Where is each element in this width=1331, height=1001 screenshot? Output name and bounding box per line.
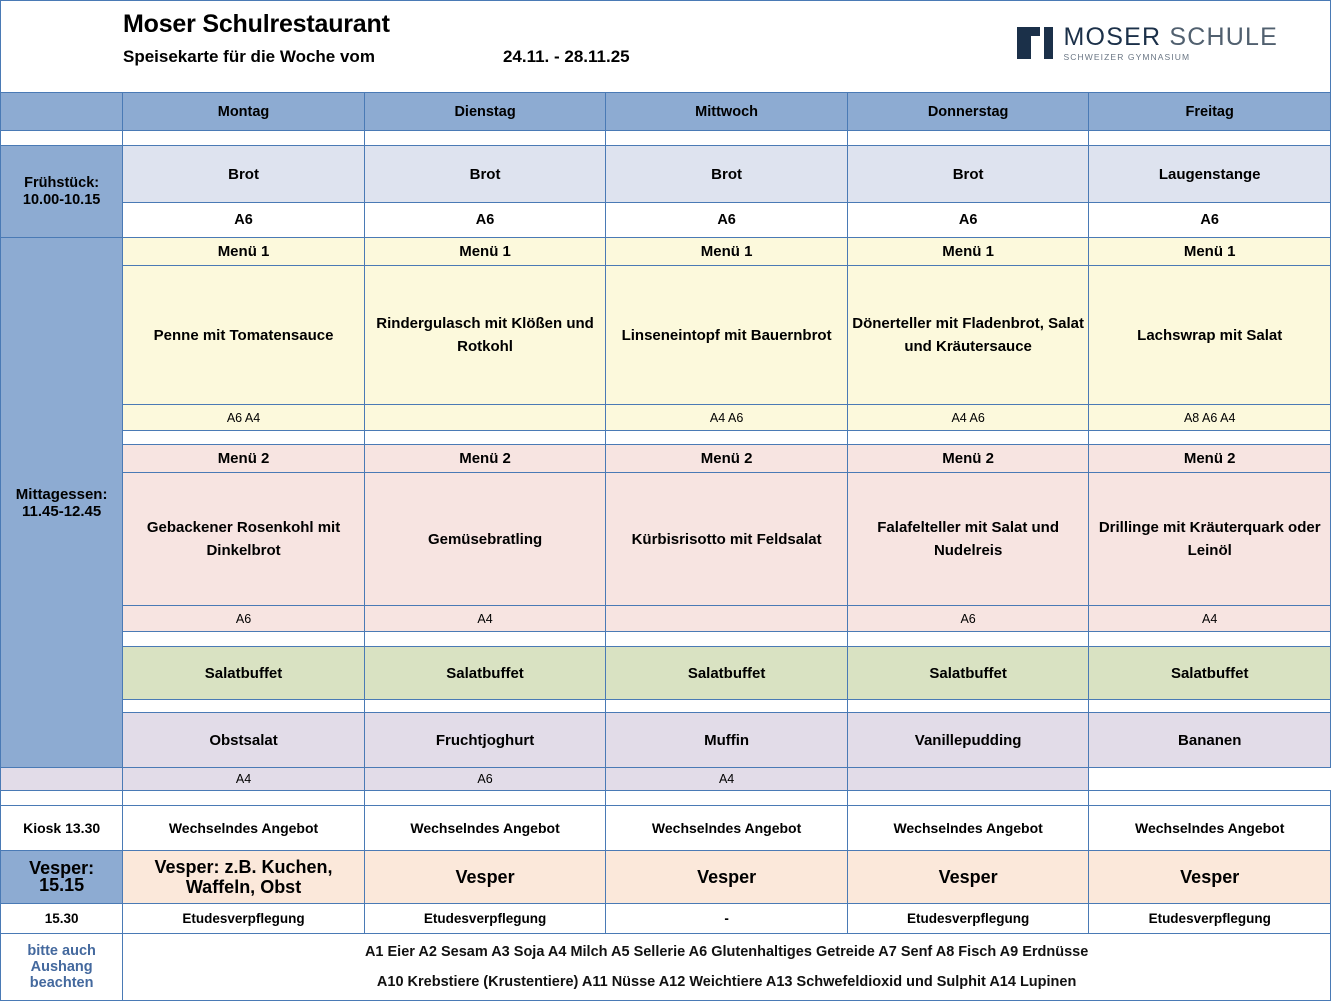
vesper-montag bbox=[123, 851, 365, 904]
menu1-allergen-freitag: A8 A6 A4 bbox=[1089, 405, 1331, 431]
menu2-dish-freitag: Drillinge mit Kräuterquark oder Leinöl bbox=[1089, 473, 1331, 606]
kiosk-montag: Wechselndes Angebot bbox=[123, 806, 365, 851]
dessert-freitag: Bananen bbox=[1089, 713, 1331, 768]
spacer-cell bbox=[1089, 791, 1331, 806]
breakfast-row bbox=[1, 146, 1331, 203]
dessert-montag: Obstsalat bbox=[123, 713, 365, 768]
spacer-cell bbox=[606, 791, 848, 806]
row-label-kiosk: Kiosk 13.30 bbox=[1, 806, 123, 851]
weekly-menu-table bbox=[0, 92, 1331, 1001]
dessert-donnerstag: Vanillepudding bbox=[847, 713, 1089, 768]
table-header-row bbox=[1, 93, 1331, 131]
gap-cell bbox=[606, 431, 848, 445]
spacer-cell bbox=[606, 131, 848, 146]
corner-cell bbox=[1, 93, 123, 131]
dessert-allergen-donnerstag: A4 bbox=[606, 768, 848, 791]
gap-cell bbox=[606, 700, 848, 713]
fruehstueck-label-line1: Frühstück: bbox=[24, 174, 100, 191]
salad-gap-row bbox=[1, 632, 1331, 647]
menu2-dish-mittwoch: Kürbisrisotto mit Feldsalat bbox=[606, 473, 848, 606]
logo-tagline: SCHWEIZER GYMNASIUM bbox=[1063, 52, 1191, 62]
kiosk-donnerstag: Wechselndes Angebot bbox=[847, 806, 1089, 851]
allergen-legend bbox=[123, 934, 1331, 1001]
dessert-allergen-freitag bbox=[847, 768, 1089, 791]
vesper-mittwoch: Vesper bbox=[606, 851, 848, 904]
etude-dienstag: Etudesverpflegung bbox=[364, 904, 606, 934]
dessert-dienstag: Fruchtjoghurt bbox=[364, 713, 606, 768]
menu2-allergen-donnerstag: A6 bbox=[847, 606, 1089, 632]
menu2-dish-dienstag: Gemüsebratling bbox=[364, 473, 606, 606]
menu1-header-row bbox=[1, 238, 1331, 266]
gap-cell bbox=[364, 632, 606, 647]
salad-mittwoch: Salatbuffet bbox=[606, 647, 848, 700]
etude-mittwoch: - bbox=[606, 904, 848, 934]
menu2-dish-donnerstag: Falafelteller mit Salat und Nudelreis bbox=[847, 473, 1089, 606]
week-date-range: 24.11. - 28.11.25 bbox=[502, 47, 630, 66]
spacer-cell bbox=[364, 131, 606, 146]
menu1-dish-montag: Penne mit Tomatensauce bbox=[123, 266, 365, 405]
spacer-cell bbox=[123, 791, 365, 806]
breakfast-freitag: Laugenstange bbox=[1089, 146, 1331, 203]
breakfast-allergen-mittwoch: A6 bbox=[606, 203, 848, 238]
logo-wordmark bbox=[1064, 25, 1278, 50]
breakfast-allergen-freitag: A6 bbox=[1089, 203, 1331, 238]
logo-text bbox=[1064, 25, 1278, 62]
page-title: Moser Schulrestaurant bbox=[123, 10, 390, 38]
spacer-cell bbox=[364, 791, 606, 806]
gap-cell bbox=[847, 700, 1089, 713]
dessert-allergen-mittwoch: A6 bbox=[364, 768, 606, 791]
menu2-head-freitag: Menü 2 bbox=[1089, 445, 1331, 473]
gap-cell bbox=[123, 700, 365, 713]
salad-dienstag: Salatbuffet bbox=[364, 647, 606, 700]
menu1-gap-row bbox=[1, 431, 1331, 445]
menu2-allergen-mittwoch bbox=[606, 606, 848, 632]
menu1-allergen-mittwoch: A4 A6 bbox=[606, 405, 848, 431]
menu1-head-dienstag: Menü 1 bbox=[364, 238, 606, 266]
dessert-allergen-dienstag: A4 bbox=[123, 768, 365, 791]
gap-cell bbox=[847, 431, 1089, 445]
row-label-vesper bbox=[1, 851, 123, 904]
breakfast-allergen-donnerstag: A6 bbox=[847, 203, 1089, 238]
menu1-allergen-row bbox=[1, 405, 1331, 431]
menu2-allergen-freitag: A4 bbox=[1089, 606, 1331, 632]
gap-cell bbox=[364, 431, 606, 445]
salad-row bbox=[1, 647, 1331, 700]
menu2-head-montag: Menü 2 bbox=[123, 445, 365, 473]
etude-freitag: Etudesverpflegung bbox=[1089, 904, 1331, 934]
menu2-allergen-row bbox=[1, 606, 1331, 632]
breakfast-allergen-montag: A6 bbox=[123, 203, 365, 238]
gap-cell bbox=[123, 431, 365, 445]
logo-mark-icon bbox=[1017, 27, 1053, 59]
vesper-freitag: Vesper bbox=[1089, 851, 1331, 904]
logo-word-moser: MOSER bbox=[1063, 23, 1162, 51]
menu2-header-row bbox=[1, 445, 1331, 473]
spacer-side-cell bbox=[1, 791, 123, 806]
etude-row bbox=[1, 904, 1331, 934]
menu1-head-freitag: Menü 1 bbox=[1089, 238, 1331, 266]
page-header bbox=[0, 0, 1331, 92]
allergen-legend-line1: A1 Eier A2 Sesam A3 Soja A4 Milch A5 Sellerie A6 Glutenhaltiges Getreide A7 Senf A8 Fisch A9 Erdnüsse bbox=[364, 944, 1089, 960]
kiosk-spacer-row bbox=[1, 791, 1331, 806]
day-header-donnerstag: Donnerstag bbox=[847, 93, 1089, 131]
row-label-etude: 15.30 bbox=[1, 904, 123, 934]
vesper-dienstag: Vesper bbox=[364, 851, 606, 904]
menu1-head-donnerstag: Menü 1 bbox=[847, 238, 1089, 266]
menu2-dish-montag: Gebackener Rosenkohl mit Dinkelbrot bbox=[123, 473, 365, 606]
kiosk-dienstag: Wechselndes Angebot bbox=[364, 806, 606, 851]
gap-cell bbox=[1089, 700, 1331, 713]
moser-schule-logo bbox=[1017, 25, 1278, 62]
menu2-head-dienstag: Menü 2 bbox=[364, 445, 606, 473]
menu1-dish-dienstag: Rindergulasch mit Klößen und Rotkohl bbox=[364, 266, 606, 405]
gap-cell bbox=[606, 632, 848, 647]
menu1-dish-mittwoch: Linseneintopf mit Bauernbrot bbox=[606, 266, 848, 405]
breakfast-donnerstag: Brot bbox=[847, 146, 1089, 203]
vesper-label-line2: 15.15 bbox=[39, 875, 85, 895]
menu1-head-mittwoch: Menü 1 bbox=[606, 238, 848, 266]
dessert-mittwoch: Muffin bbox=[606, 713, 848, 768]
spacer-row bbox=[1, 131, 1331, 146]
etude-montag: Etudesverpflegung bbox=[123, 904, 365, 934]
etude-donnerstag: Etudesverpflegung bbox=[847, 904, 1089, 934]
menu1-head-montag: Menü 1 bbox=[123, 238, 365, 266]
gap-cell bbox=[847, 632, 1089, 647]
gap-cell bbox=[1089, 431, 1331, 445]
row-label-mittagessen bbox=[1, 238, 123, 768]
allergen-legend-line2: A10 Krebstiere (Krustentiere) A11 Nüsse A12 Weichtiere A13 Schwefeldioxid und Sulphit A14 Lupinen bbox=[376, 974, 1077, 990]
vesper-label-line1: Vesper: bbox=[29, 858, 95, 878]
salad-freitag: Salatbuffet bbox=[1089, 647, 1331, 700]
gap-cell bbox=[1089, 632, 1331, 647]
mittagessen-label-line1: Mittagessen: bbox=[15, 485, 108, 503]
fruehstueck-label-line2: 10.00-10.15 bbox=[22, 191, 101, 208]
salad-montag: Salatbuffet bbox=[123, 647, 365, 700]
dessert-allergen-montag bbox=[1, 768, 123, 791]
row-label-fruehstueck bbox=[1, 146, 123, 238]
menu2-allergen-dienstag: A4 bbox=[364, 606, 606, 632]
vesper-montag-rest: z.B. Kuchen, Waffeln, Obst bbox=[185, 857, 333, 897]
spacer-side-cell bbox=[1, 131, 123, 146]
menu1-allergen-montag: A6 A4 bbox=[123, 405, 365, 431]
day-header-montag: Montag bbox=[123, 93, 365, 131]
menu2-dish-row bbox=[1, 473, 1331, 606]
menu1-dish-freitag: Lachswrap mit Salat bbox=[1089, 266, 1331, 405]
menu2-head-donnerstag: Menü 2 bbox=[847, 445, 1089, 473]
aushang-note: bitte auch Aushang beachten bbox=[1, 934, 123, 1001]
mittagessen-label-line2: 11.45-12.45 bbox=[22, 502, 102, 520]
day-header-dienstag: Dienstag bbox=[364, 93, 606, 131]
kiosk-mittwoch: Wechselndes Angebot bbox=[606, 806, 848, 851]
menu1-allergen-dienstag bbox=[364, 405, 606, 431]
day-header-freitag: Freitag bbox=[1089, 93, 1331, 131]
allergen-legend-row bbox=[1, 934, 1331, 1001]
spacer-cell bbox=[1089, 131, 1331, 146]
menu2-allergen-montag: A6 bbox=[123, 606, 365, 632]
dessert-allergen-row bbox=[1, 768, 1331, 791]
dessert-gap-row bbox=[1, 700, 1331, 713]
logo-word-schule: SCHULE bbox=[1169, 23, 1278, 51]
gap-cell bbox=[364, 700, 606, 713]
spacer-cell bbox=[847, 131, 1089, 146]
menu1-allergen-donnerstag: A4 A6 bbox=[847, 405, 1089, 431]
salad-donnerstag: Salatbuffet bbox=[847, 647, 1089, 700]
menu1-dish-row bbox=[1, 266, 1331, 405]
kiosk-row bbox=[1, 806, 1331, 851]
kiosk-freitag: Wechselndes Angebot bbox=[1089, 806, 1331, 851]
day-header-mittwoch: Mittwoch bbox=[606, 93, 848, 131]
vesper-donnerstag: Vesper bbox=[847, 851, 1089, 904]
page-subtitle: Speisekarte für die Woche vom bbox=[123, 47, 375, 66]
spacer-cell bbox=[847, 791, 1089, 806]
breakfast-allergen-row bbox=[1, 203, 1331, 238]
breakfast-mittwoch: Brot bbox=[606, 146, 848, 203]
breakfast-allergen-dienstag: A6 bbox=[364, 203, 606, 238]
menu1-dish-donnerstag: Dönerteller mit Fladenbrot, Salat und Kräutersauce bbox=[847, 266, 1089, 405]
spacer-cell bbox=[123, 131, 365, 146]
vesper-row bbox=[1, 851, 1331, 904]
breakfast-montag: Brot bbox=[123, 146, 365, 203]
menu2-head-mittwoch: Menü 2 bbox=[606, 445, 848, 473]
dessert-row bbox=[1, 713, 1331, 768]
gap-cell bbox=[123, 632, 365, 647]
breakfast-dienstag: Brot bbox=[364, 146, 606, 203]
vesper-montag-prefix: Vesper: bbox=[154, 857, 220, 877]
